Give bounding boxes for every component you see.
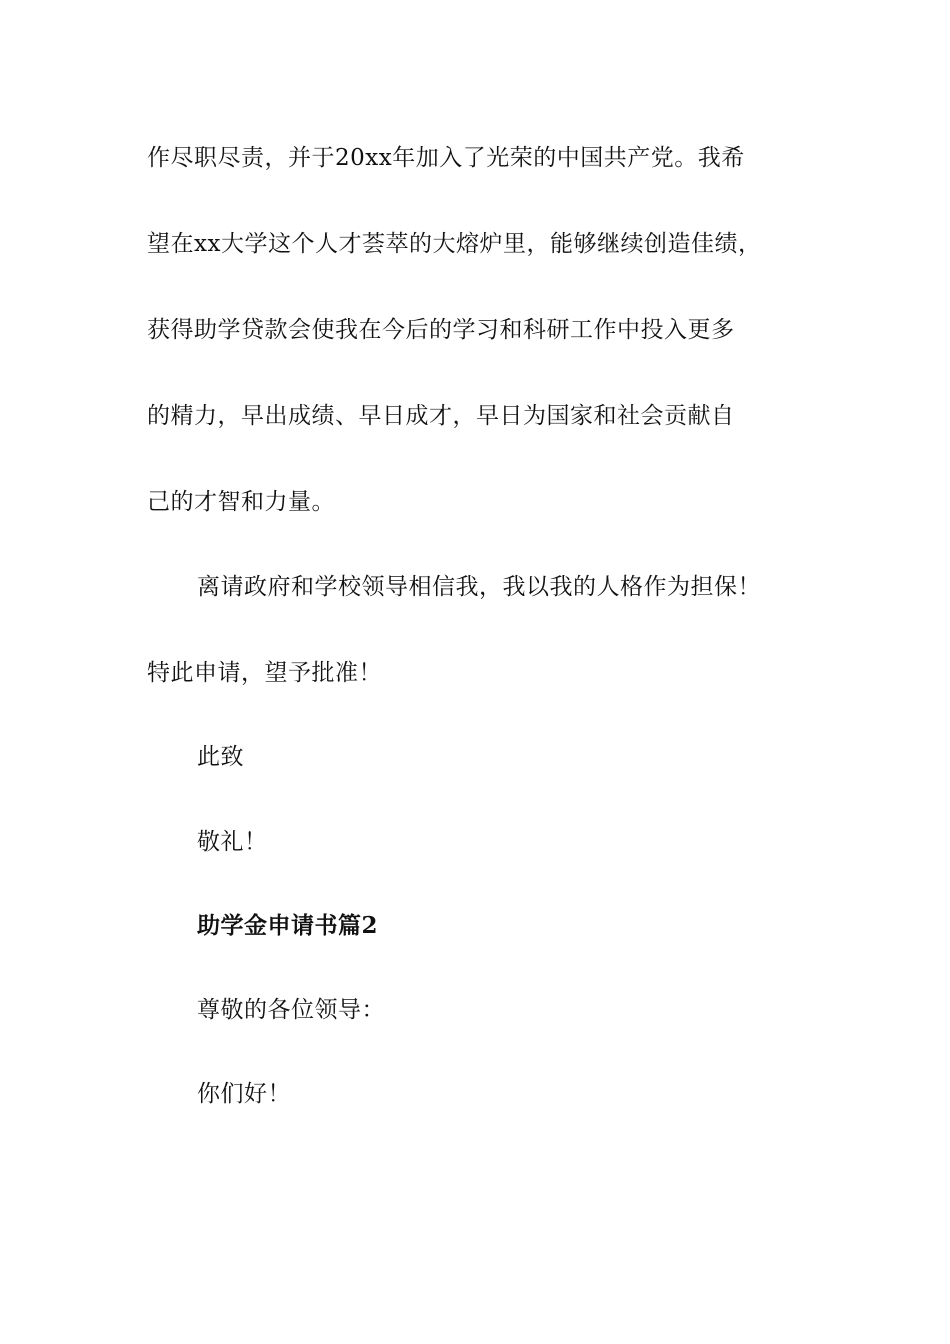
body-text-line: 获得助学贷款会使我在今后的学习和科研工作中投入更多 — [147, 317, 735, 343]
closing-salutation: 此致 — [197, 744, 244, 770]
body-text-line: 己的才智和力量。 — [147, 489, 335, 515]
body-text-line: 离请政府和学校领导相信我，我以我的人格作为担保！ — [197, 574, 761, 600]
body-text-line: 作尽职尽责，并于20xx年加入了光荣的中国共产党。我希 — [147, 145, 745, 171]
closing-salutation: 敬礼！ — [197, 829, 268, 855]
section-heading: 助学金申请书篇2 — [197, 912, 379, 939]
greeting-line: 你们好！ — [197, 1081, 291, 1107]
body-text-line: 望在xx大学这个人才荟萃的大熔炉里，能够继续创造佳绩， — [147, 231, 762, 257]
body-text-line: 特此申请，望予批准！ — [147, 660, 382, 686]
body-text-line: 的精力，早出成绩、早日成才，早日为国家和社会贡献自 — [147, 403, 735, 429]
greeting-line: 尊敬的各位领导： — [197, 997, 385, 1023]
